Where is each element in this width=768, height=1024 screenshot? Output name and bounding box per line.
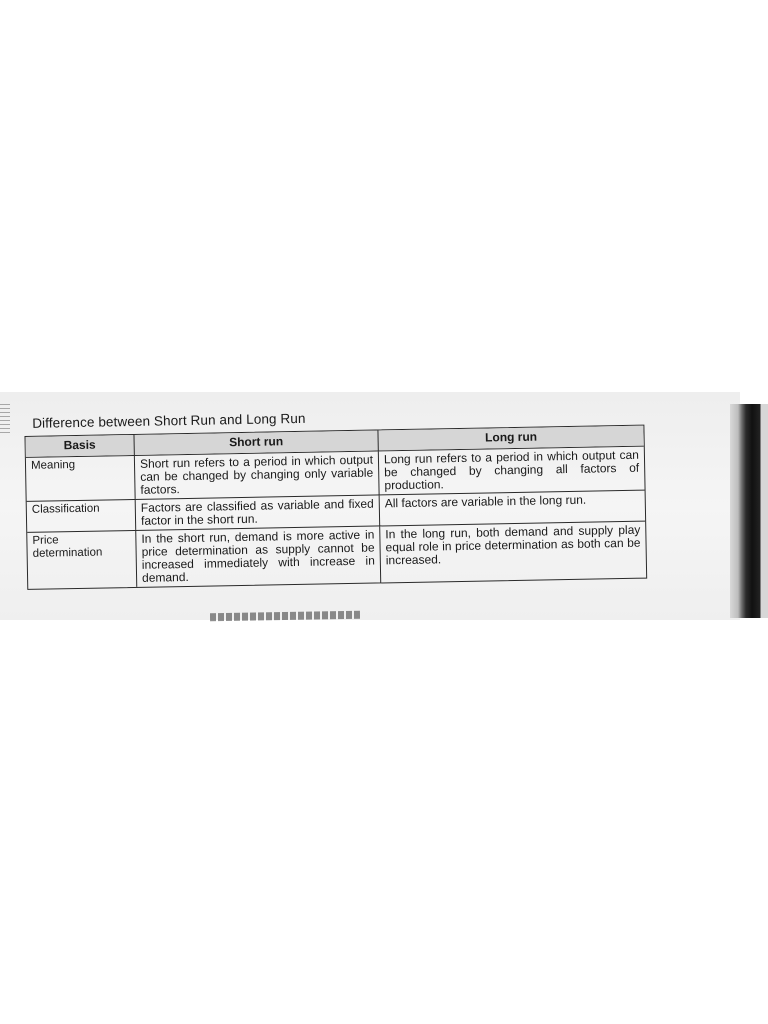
basis-cell: Meaning bbox=[30, 459, 76, 472]
header-long-run: Long run bbox=[377, 426, 643, 451]
header-basis: Basis bbox=[25, 435, 133, 457]
table-row bbox=[27, 521, 646, 589]
left-margin-mark bbox=[0, 404, 10, 434]
comparison-table-block bbox=[22, 398, 656, 610]
short-run-cell: In the short run, demand is more active in price determination as supply cannot be increased immediately with increase in demand. bbox=[135, 526, 380, 586]
short-run-cell: Short run refers to a period in which output can be changed by changing only variable factors. bbox=[134, 451, 379, 498]
long-run-cell: All factors are variable in the long run. bbox=[379, 491, 646, 526]
long-run-cell: In the long run, both demand and supply play equal role in price determination as both can be increased. bbox=[379, 522, 646, 583]
short-run-cell: Factors are classified as variable and fixed factor in the short run. bbox=[135, 495, 380, 529]
header-short-run: Short run bbox=[133, 430, 377, 454]
long-run-cell: Long run refers to a period in which output can be changed by changing all factors of production. bbox=[378, 447, 645, 495]
table-caption: Difference between Short Run and Long Run bbox=[32, 410, 306, 431]
basis-cell: Price determination bbox=[32, 534, 103, 560]
basis-cell: Classification bbox=[31, 502, 100, 516]
book-edge bbox=[730, 404, 768, 618]
comparison-table bbox=[24, 425, 647, 590]
